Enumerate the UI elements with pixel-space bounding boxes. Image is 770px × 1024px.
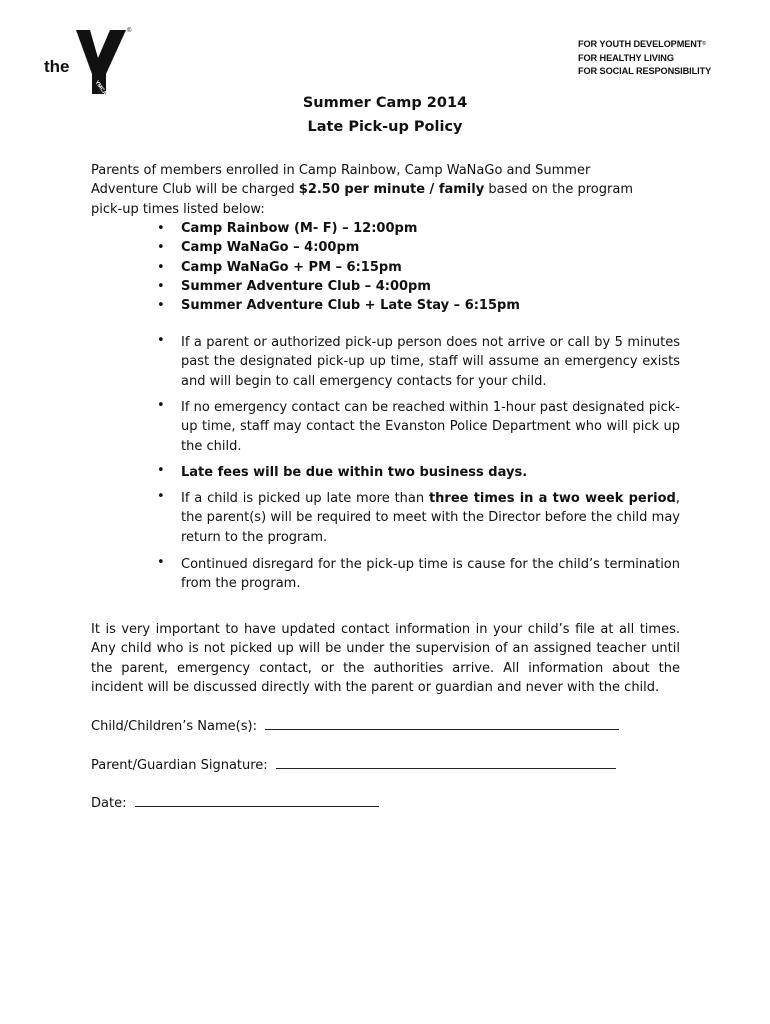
list-item: • Summer Adventure Club – 4:00pm [157,278,431,294]
policy-item-late-fees: Late fees will be due within two business days. [181,465,528,480]
late-fee-rate: $2.50 per minute / family [298,182,485,198]
policy-bullet-1-glyph: • [157,333,165,348]
children-name-label: Child/Children’s Name(s): [91,719,257,734]
list-item: • Camp WaNaGo + PM – 6:15pm [157,259,402,275]
logo-registered-mark: ® [127,28,132,34]
policy-item-no-show: If a parent or authorized pick-up person does not arrive or call by 5 minutes past the designated pick-up up time, staff will assume an emergency exists and will begin to call emergency contacts for your child. [181,335,680,389]
policy-bullet-3-glyph: • [157,463,165,478]
logo-ymca-text: YMCA [93,79,108,97]
document-title: Summer Camp 2014 [302,95,468,111]
children-name-field[interactable] [91,719,619,734]
guardian-signature-field[interactable] [91,758,616,773]
list-item: • Summer Adventure Club + Late Stay – 6:15pm [157,298,520,314]
pickup-times-list [157,219,520,315]
date-field[interactable] [91,796,379,811]
closing-paragraph: It is very important to have updated contact information in your child’s file at all times. Any child who is not picked up will be under the supervision of an assigned teacher until the parent, emergency contact, or the authorities arrive. All information about the incident will be discussed directly with the parent or guardian and never with the child. [91,622,680,695]
intro-paragraph: Parents of members enrolled in Camp Rainbow, Camp WaNaGo and Summer Adventure Club will be charged $2.50 per minute / family based on the program pick-up times listed below: [91,163,633,217]
ymca-logo [40,22,140,100]
guardian-signature-label: Parent/Guardian Signature: [91,758,268,773]
guardian-signature-line[interactable] [276,767,616,769]
policy-bullet-4-glyph: • [157,489,165,504]
date-label: Date: [91,796,127,811]
tagline-line-3: FOR SOCIAL RESPONSIBILITY [578,66,712,77]
children-name-line[interactable] [265,728,619,730]
document-subtitle: Late Pick-up Policy [307,119,463,135]
policy-item-repeat-late: If a child is picked up late more than three times in a two week period, the parent(s) will be required to meet with the Director before the child may return to the program. [181,491,680,545]
policy-bullet-5-glyph: • [157,555,165,570]
tagline-line-2: FOR HEALTHY LIVING [578,52,674,63]
list-item: • Camp Rainbow (M- F) – 12:00pm [157,221,418,236]
policy-bullet-2-glyph: • [157,398,165,413]
date-line[interactable] [135,805,379,807]
policy-item-termination: Continued disregard for the pick-up time is cause for the child’s termination from the program. [181,557,680,592]
list-item: • Camp WaNaGo – 4:00pm [157,240,360,256]
logo-word-the: the [44,57,70,76]
tagline-line-1: FOR YOUTH DEVELOPMENT© [578,39,706,49]
policy-item-police-contact: If no emergency contact can be reached within 1-hour past designated pick-up time, staff may contact the Evanston Police Department who will pick up the child. [181,400,680,454]
tagline-copyright-mark: © [702,41,706,47]
tagline [578,38,711,79]
